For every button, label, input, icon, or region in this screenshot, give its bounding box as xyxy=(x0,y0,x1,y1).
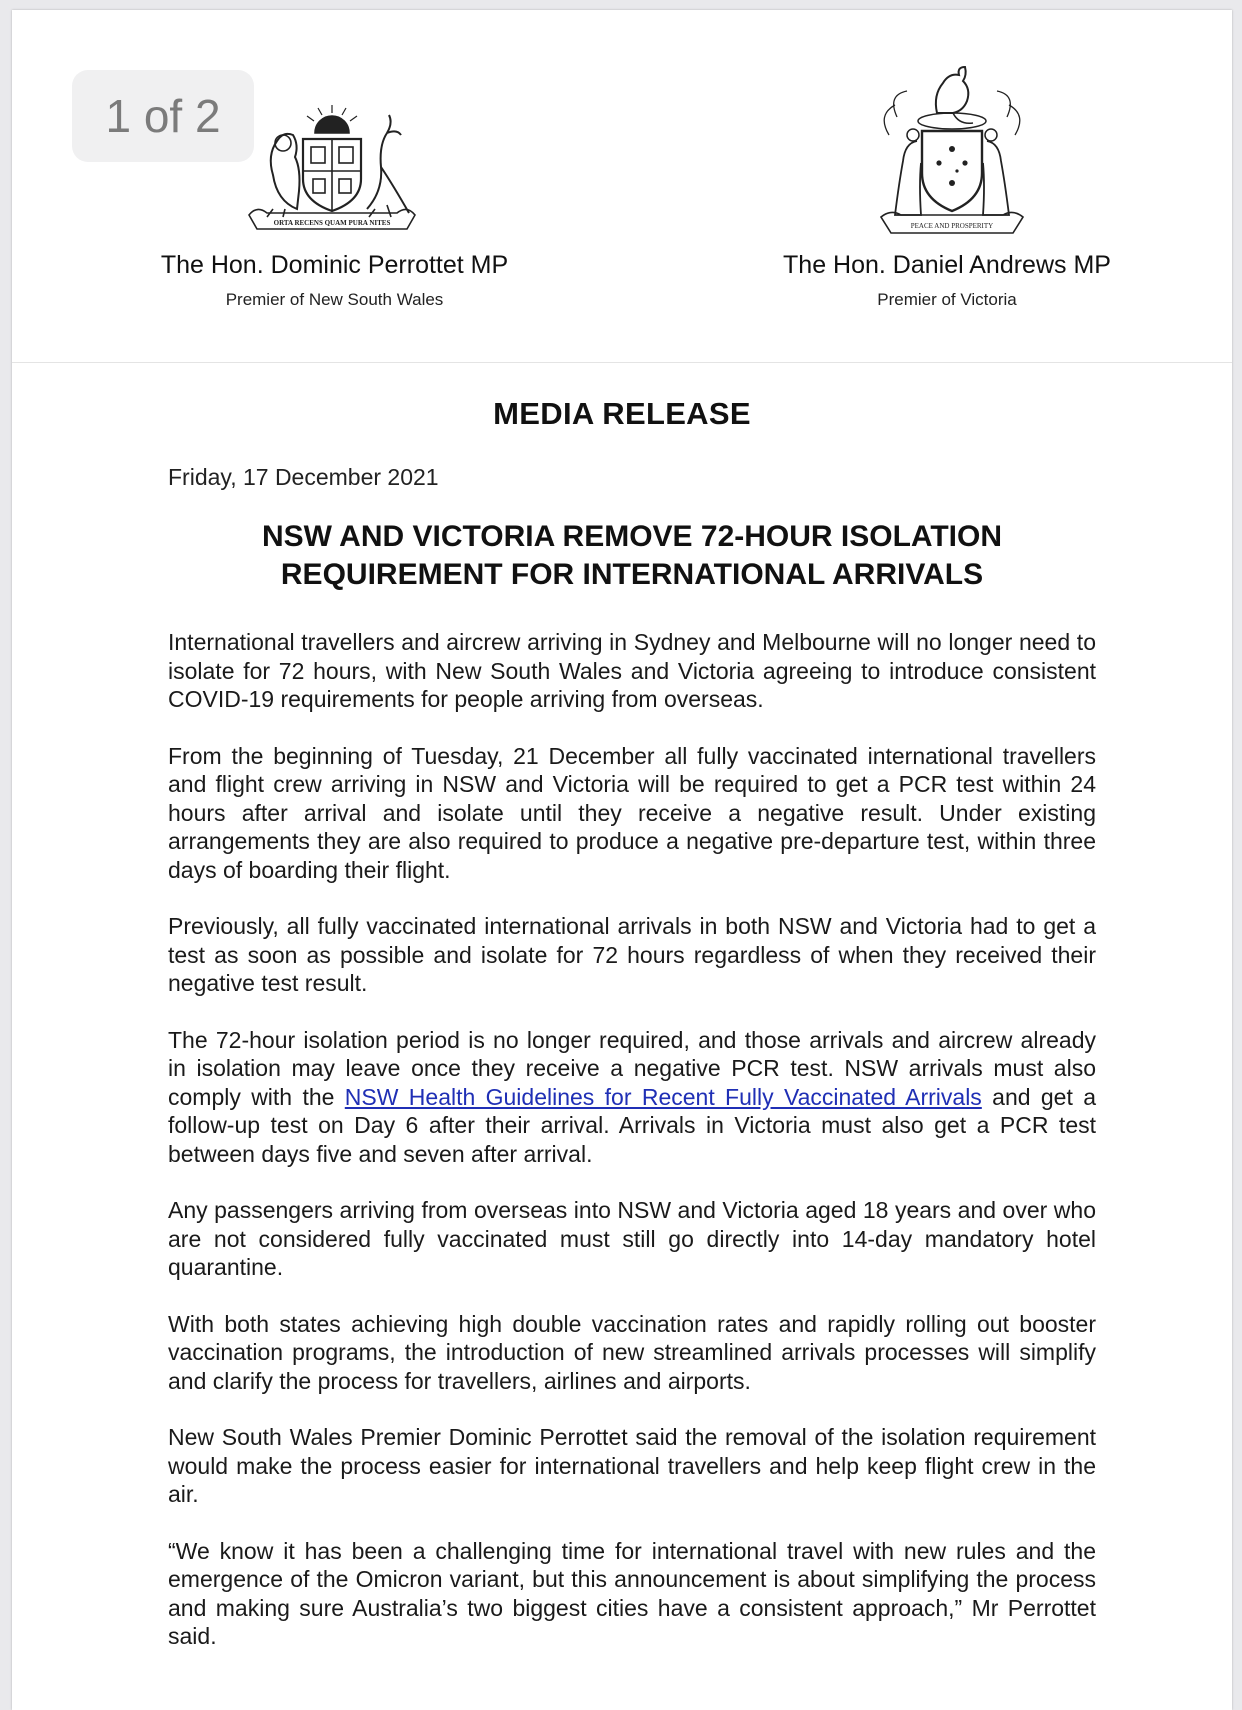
paragraph-8: “We know it has been a challenging time for international travel with new rules and the emergence of the Omicron variant, but this announcement is about simplifying the process and making sure Australia’s two biggest cities have a consistent approach,” Mr Perrottet said. xyxy=(168,1537,1096,1649)
paragraph-4-text-before: The 72-hour isolation period is no longer required, and those arrivals and aircrew already in isolation may leave once they receive a negative PCR test. NSW arrivals must also comply with the xyxy=(168,1026,1096,1110)
document-page xyxy=(12,10,1232,1710)
page-counter-badge: 1 of 2 xyxy=(72,70,254,162)
headline-line-1: NSW AND VICTORIA REMOVE 72-HOUR ISOLATION xyxy=(261,520,1003,553)
svg-text:ORTA RECENS QUAM PURA NITES: ORTA RECENS QUAM PURA NITES xyxy=(273,219,391,227)
nsw-health-guidelines-link[interactable]: NSW Health Guidelines for Recent Fully Vaccinated Arrivals xyxy=(344,1083,982,1110)
vic-premier-role: Premier of Victoria xyxy=(877,290,1017,309)
release-date: Friday, 17 December 2021 xyxy=(168,464,439,490)
media-release-label: MEDIA RELEASE xyxy=(493,396,751,431)
headline xyxy=(162,518,1102,594)
nsw-coat-of-arms-icon xyxy=(237,105,427,235)
victoria-coat-of-arms-icon xyxy=(867,65,1037,240)
paragraph-2: From the beginning of Tuesday, 21 December all fully vaccinated international travellers and flight crew arriving in NSW and Victoria will be required to get a PCR test within 24 hours after arrival and isolate until they receive a negative result. Under existing arrangements they are also required to produce a negative pre-departure test, within three days of boarding their flight. xyxy=(168,742,1096,883)
paragraph-5: Any passengers arriving from overseas into NSW and Victoria aged 18 years and over who are not considered fully vaccinated must still go directly into 14-day mandatory hotel quarantine. xyxy=(168,1197,1096,1280)
vic-premier-block xyxy=(752,251,1142,310)
paragraph-4 xyxy=(168,1026,1096,1169)
paragraph-6: With both states achieving high double vaccination rates and rapidly rolling out booster vaccination programs, the introduction of new streamlined arrivals processes will simplify and clarify the process for travellers, airlines and airports. xyxy=(168,1310,1096,1394)
headline-line-2: REQUIREMENT FOR INTERNATIONAL ARRIVALS xyxy=(280,558,984,591)
svg-text:PEACE AND PROSPERITY: PEACE AND PROSPERITY xyxy=(910,222,994,230)
paragraph-4-text-after: and get a follow-up test on Day 6 after their arrival. Arrivals in Victoria must also get a PCR test between days five and seven after arrival. xyxy=(168,1083,1096,1167)
nsw-premier-name: The Hon. Dominic Perrottet MP xyxy=(160,251,509,279)
paragraph-1: International travellers and aircrew arriving in Sydney and Melbourne will no longer need to isolate for 72 hours, with New South Wales and Victoria agreeing to introduce consistent COVID-19 requirements for people arriving from overseas. xyxy=(168,629,1096,712)
release-body xyxy=(168,628,1096,1679)
header-divider xyxy=(12,362,1232,363)
nsw-premier-role: Premier of New South Wales xyxy=(225,290,444,309)
vic-premier-name: The Hon. Daniel Andrews MP xyxy=(783,251,1111,279)
paragraph-7: New South Wales Premier Dominic Perrottet said the removal of the isolation requirement would make the process easier for international travellers and help keep flight crew in the air. xyxy=(168,1424,1096,1507)
nsw-premier-block xyxy=(132,251,537,310)
paragraph-3: Previously, all fully vaccinated international arrivals in both NSW and Victoria had to get a test as soon as possible and isolate for 72 hours regardless of when they received their negative test result. xyxy=(168,913,1096,996)
